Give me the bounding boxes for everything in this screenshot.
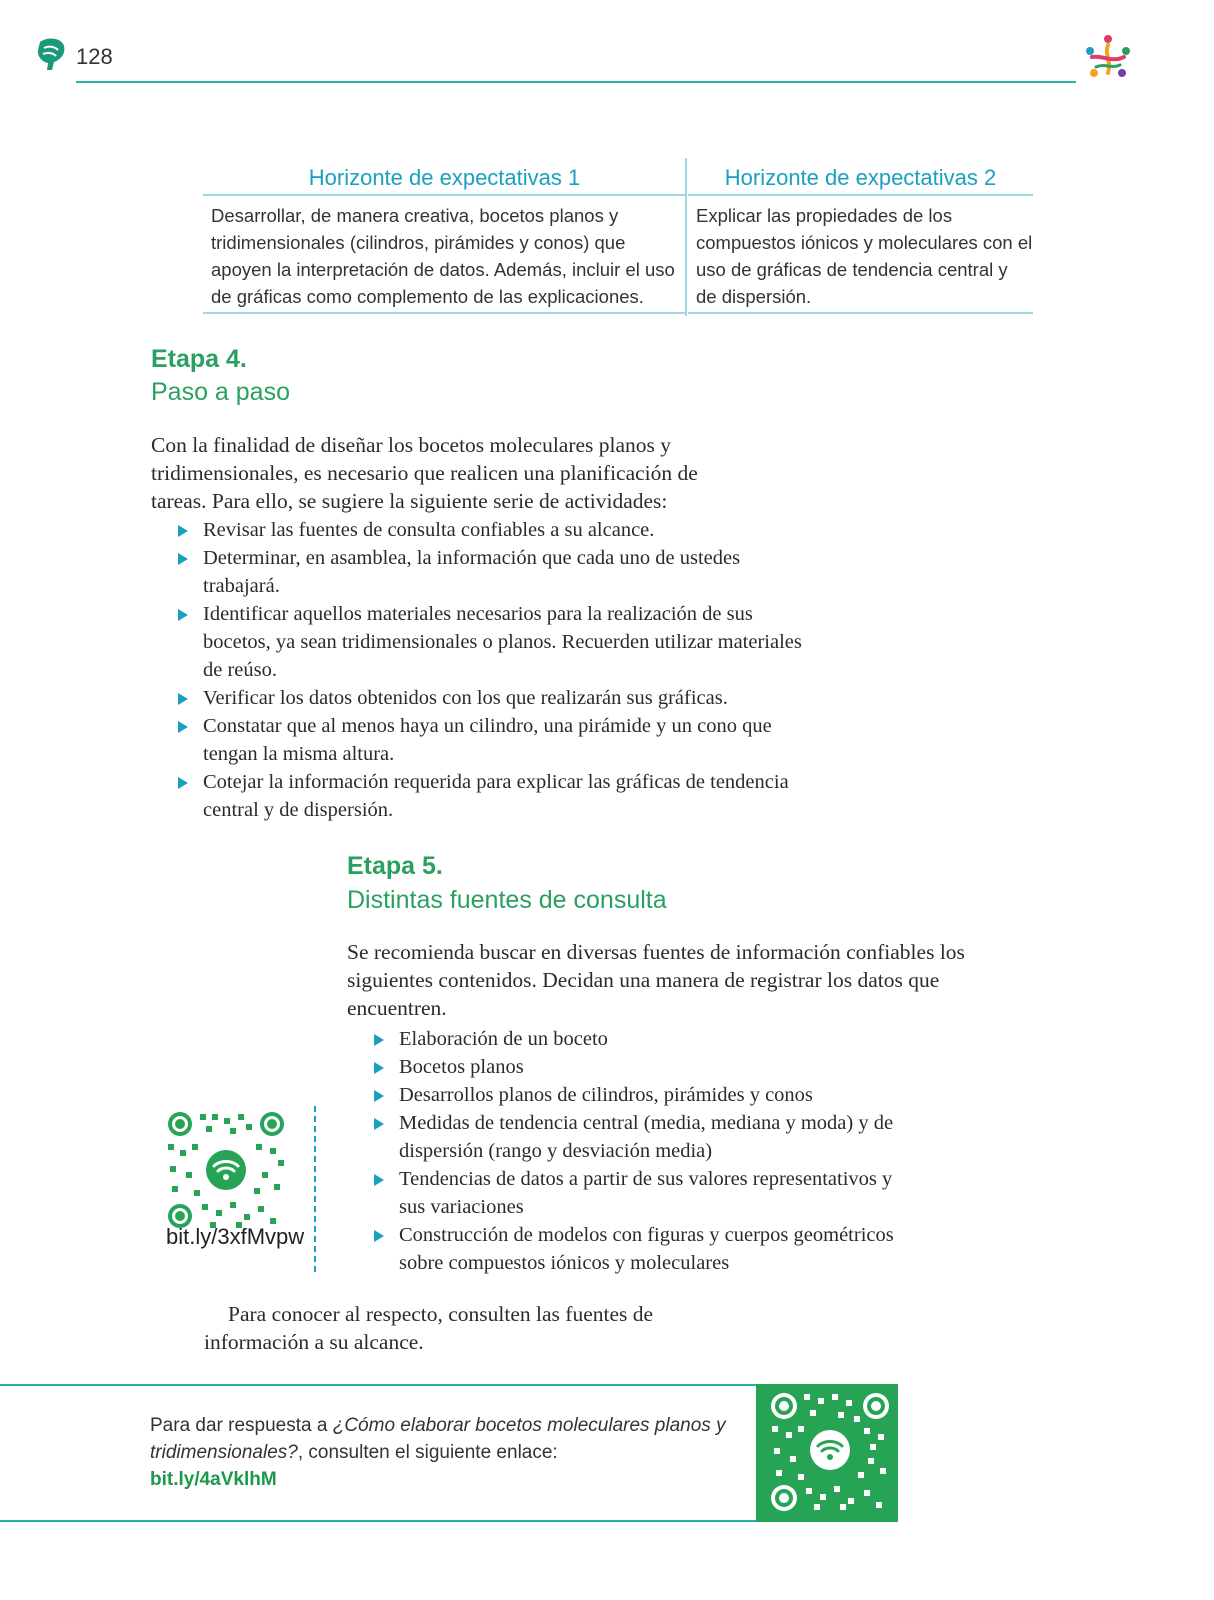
bullet-triangle-icon bbox=[178, 777, 188, 789]
list-item: Bocetos planos bbox=[374, 1053, 934, 1081]
stage-4-title: Etapa 4. bbox=[151, 345, 247, 373]
footer-question: ¿Cómo elaborar bocetos moleculares planos y tridimensionales? bbox=[150, 1415, 726, 1463]
bullet-triangle-icon bbox=[374, 1174, 384, 1186]
footer-link[interactable]: bit.ly/4aVklhM bbox=[150, 1469, 277, 1490]
header-rule bbox=[76, 81, 1076, 83]
bullet-triangle-icon bbox=[178, 693, 188, 705]
footer-text: Para dar respuesta a ¿Cómo elaborar bocetos moleculares planos y tridimensionales?, consulten el siguiente enlace: bit.ly/4aVklhM bbox=[150, 1415, 726, 1490]
decorative-figures-icon bbox=[1082, 33, 1134, 85]
list-item: Elaboración de un boceto bbox=[374, 1025, 934, 1053]
bullet-triangle-icon bbox=[178, 609, 188, 621]
stage-4-list bbox=[178, 516, 808, 824]
stage-5-intro: Se recomienda buscar en diversas fuentes de información confiables los siguientes contenidos. Decidan una manera de registrar los datos que encuentren. bbox=[347, 940, 965, 1020]
stage-5-subtitle: Distintas fuentes de consulta bbox=[347, 886, 667, 914]
list-item: Cotejar la información requerida para explicar las gráficas de tendencia central y de dispersión. bbox=[178, 768, 808, 824]
list-item: Desarrollos planos de cilindros, pirámides y conos bbox=[374, 1081, 934, 1109]
footer-bottom-rule bbox=[0, 1520, 760, 1522]
column-2-text: Explicar las propiedades de los compuestos iónicos y moleculares con el uso de gráficas de tendencia central y de dispersión. bbox=[688, 196, 1033, 314]
qr-code-icon[interactable] bbox=[166, 1110, 286, 1230]
stage-5-title: Etapa 5. bbox=[347, 852, 443, 880]
stage-5-list bbox=[374, 1025, 934, 1277]
bullet-triangle-icon bbox=[374, 1230, 384, 1242]
expectations-column-2 bbox=[688, 158, 1033, 314]
qr-link-text[interactable]: bit.ly/3xfMvpw bbox=[166, 1224, 305, 1249]
stage-4-intro: Con la finalidad de diseñar los bocetos moleculares planos y tridimensionales, es necesario que realicen una planificación de tareas. Para ello, se sugiere la siguiente serie de actividades: bbox=[151, 433, 698, 513]
list-item: Tendencias de datos a partir de sus valores representativos y sus variaciones bbox=[374, 1165, 899, 1221]
stage-4-subtitle: Paso a paso bbox=[151, 378, 290, 406]
list-item: Construcción de modelos con figuras y cuerpos geométricos sobre compuestos iónicos y moleculares bbox=[374, 1221, 934, 1277]
footer-top-rule bbox=[0, 1384, 760, 1386]
bullet-triangle-icon bbox=[374, 1090, 384, 1102]
bullet-triangle-icon bbox=[374, 1034, 384, 1046]
bullet-triangle-icon bbox=[374, 1118, 384, 1130]
bullet-triangle-icon bbox=[178, 525, 188, 537]
list-item: Medidas de tendencia central (media, mediana y moda) y de dispersión (rango y desviación media) bbox=[374, 1109, 899, 1165]
column-divider bbox=[685, 158, 687, 316]
expectations-column-1 bbox=[203, 158, 686, 314]
bullet-triangle-icon bbox=[374, 1062, 384, 1074]
bullet-triangle-icon bbox=[178, 553, 188, 565]
qr-code-icon[interactable] bbox=[768, 1390, 892, 1514]
bullet-triangle-icon bbox=[178, 721, 188, 733]
column-2-title: Horizonte de expectativas 2 bbox=[688, 158, 1033, 196]
column-1-text: Desarrollar, de manera creativa, bocetos planos y tridimensionales (cilindros, pirámides y conos) que apoyen la interpretación de datos. Además, incluir el uso de gráficas como complemento de las explicaciones. bbox=[203, 196, 686, 314]
list-item: Determinar, en asamblea, la información que cada uno de ustedes trabajará. bbox=[178, 544, 808, 600]
column-1-title: Horizonte de expectativas 1 bbox=[203, 158, 686, 196]
list-item: Revisar las fuentes de consulta confiables a su alcance. bbox=[178, 516, 808, 544]
page-number: 128 bbox=[76, 44, 113, 69]
list-item: Identificar aquellos materiales necesarios para la realización de sus bocetos, ya sean tridimensionales o planos. Recuerden utilizar materiales de reúso. bbox=[178, 600, 808, 684]
leaf-logo-icon bbox=[34, 36, 68, 72]
list-item: Constatar que al menos haya un cilindro, una pirámide y un cono que tengan la misma altura. bbox=[178, 712, 808, 768]
dashed-divider bbox=[314, 1106, 316, 1272]
closing-paragraph: Para conocer al respecto, consulten las fuentes de información a su alcance. bbox=[204, 1302, 654, 1354]
list-item: Verificar los datos obtenidos con los que realizarán sus gráficas. bbox=[178, 684, 808, 712]
